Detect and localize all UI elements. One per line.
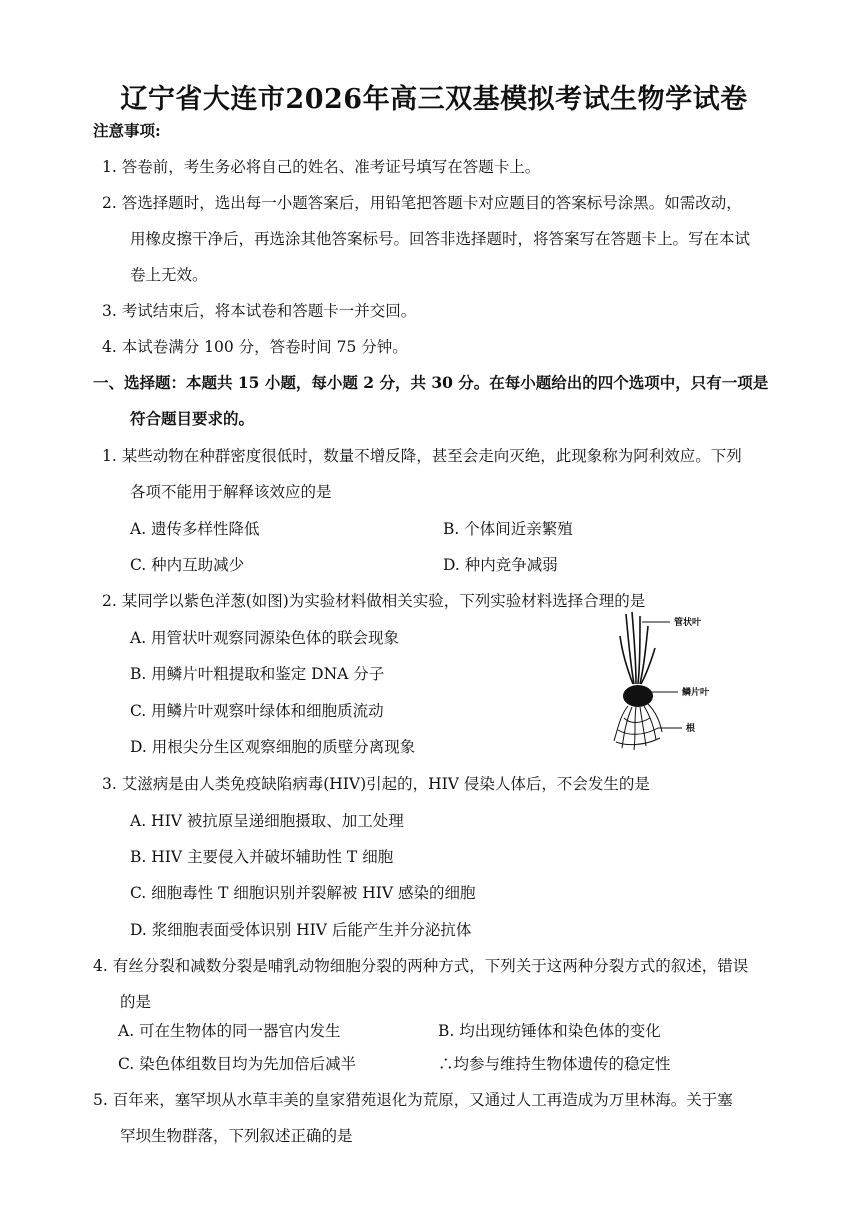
question-stem-cont: 的是 <box>120 993 152 1011</box>
option-a: A. 可在生物体的同一器官内发生 <box>118 1022 341 1040</box>
note-item: 3. 考试结束后，将本试卷和答题卡一并交回。 <box>102 302 417 320</box>
note-item: 2. 答选择题时，选出每一小题答案后，用铅笔把答题卡对应题目的答案标号涂黑。如需改动， <box>102 194 742 212</box>
note-item: 用橡皮擦干净后，再选涂其他答案标号。回答非选择题时，将答案写在答题卡上。写在本试 <box>130 230 751 248</box>
note-item: 1. 答卷前，考生务必将自己的姓名、准考证号填写在答题卡上。 <box>102 158 541 176</box>
question-stem: 3. 艾滋病是由人类免疫缺陷病毒(HIV)引起的，HIV 侵染人体后，不会发生的是 <box>102 775 650 793</box>
option-d: D. 种内竞争减弱 <box>443 556 558 574</box>
section-heading: 一、选择题：本题共 15 小题，每小题 2 分，共 30 分。在每小题给出的四个选项中，只有一项是 <box>93 373 769 392</box>
label-root: 根 <box>686 724 696 734</box>
question-stem: 2. 某同学以紫色洋葱(如图)为实验材料做相关实验，下列实验材料选择合理的是 <box>102 592 646 610</box>
option-b: B. 均出现纺锤体和染色体的变化 <box>438 1022 661 1040</box>
label-tubular-leaf: 管状叶 <box>674 618 702 628</box>
option-d: ∴均参与维持生物体遗传的稳定性 <box>438 1055 671 1073</box>
option-c: C. 染色体组数目均为先加倍后减半 <box>118 1055 357 1073</box>
option-d: D. 用根尖分生区观察细胞的质壁分离现象 <box>130 738 416 756</box>
option-c: C. 用鳞片叶观察叶绿体和细胞质流动 <box>130 702 384 720</box>
option-c: C. 种内互助减少 <box>130 556 245 574</box>
roots <box>614 704 662 750</box>
label-scale-leaf: 鳞片叶 <box>682 688 710 698</box>
option-d: D. 浆细胞表面受体识别 HIV 后能产生并分泌抗体 <box>130 921 472 939</box>
option-b: B. HIV 主要侵入并破坏辅助性 T 细胞 <box>130 848 394 866</box>
option-a: A. 遗传多样性降低 <box>130 520 260 538</box>
question-stem: 1. 某些动物在种群密度很低时，数量不增反降，甚至会走向灭绝，此现象称为阿利效应。下列 <box>102 447 742 465</box>
note-item: 卷上无效。 <box>130 266 208 284</box>
scale-leaf-bulb <box>623 685 653 707</box>
section-heading-cont: 符合题目要求的。 <box>130 409 255 428</box>
option-b: B. 用鳞片叶粗提取和鉴定 DNA 分子 <box>130 665 385 683</box>
option-b: B. 个体间近亲繁殖 <box>443 520 573 538</box>
option-a: A. 用管状叶观察同源染色体的联会现象 <box>130 629 400 647</box>
question-stem: 5. 百年来，塞罕坝从水草丰美的皇家猎苑退化为荒原，又通过人工再造成为万里林海。关于塞 <box>93 1091 733 1109</box>
page-title: 辽宁省大连市2026年高三双基模拟考试生物学试卷 <box>120 84 748 115</box>
notes-heading: 注意事项: <box>93 121 161 140</box>
question-stem-cont: 各项不能用于解释该效应的是 <box>130 483 332 501</box>
option-a: A. HIV 被抗原呈递细胞摄取、加工处理 <box>130 812 404 830</box>
onion-figure <box>600 606 760 756</box>
tubular-leaves <box>620 612 655 684</box>
option-c: C. 细胞毒性 T 细胞识别并裂解被 HIV 感染的细胞 <box>130 884 476 902</box>
question-stem-cont: 罕坝生物群落，下列叙述正确的是 <box>120 1127 353 1145</box>
note-item: 4. 本试卷满分 100 分，答卷时间 75 分钟。 <box>102 338 408 356</box>
question-stem: 4. 有丝分裂和减数分裂是哺乳动物细胞分裂的两种方式，下列关于这两种分裂方式的叙述，错误 <box>93 957 749 975</box>
